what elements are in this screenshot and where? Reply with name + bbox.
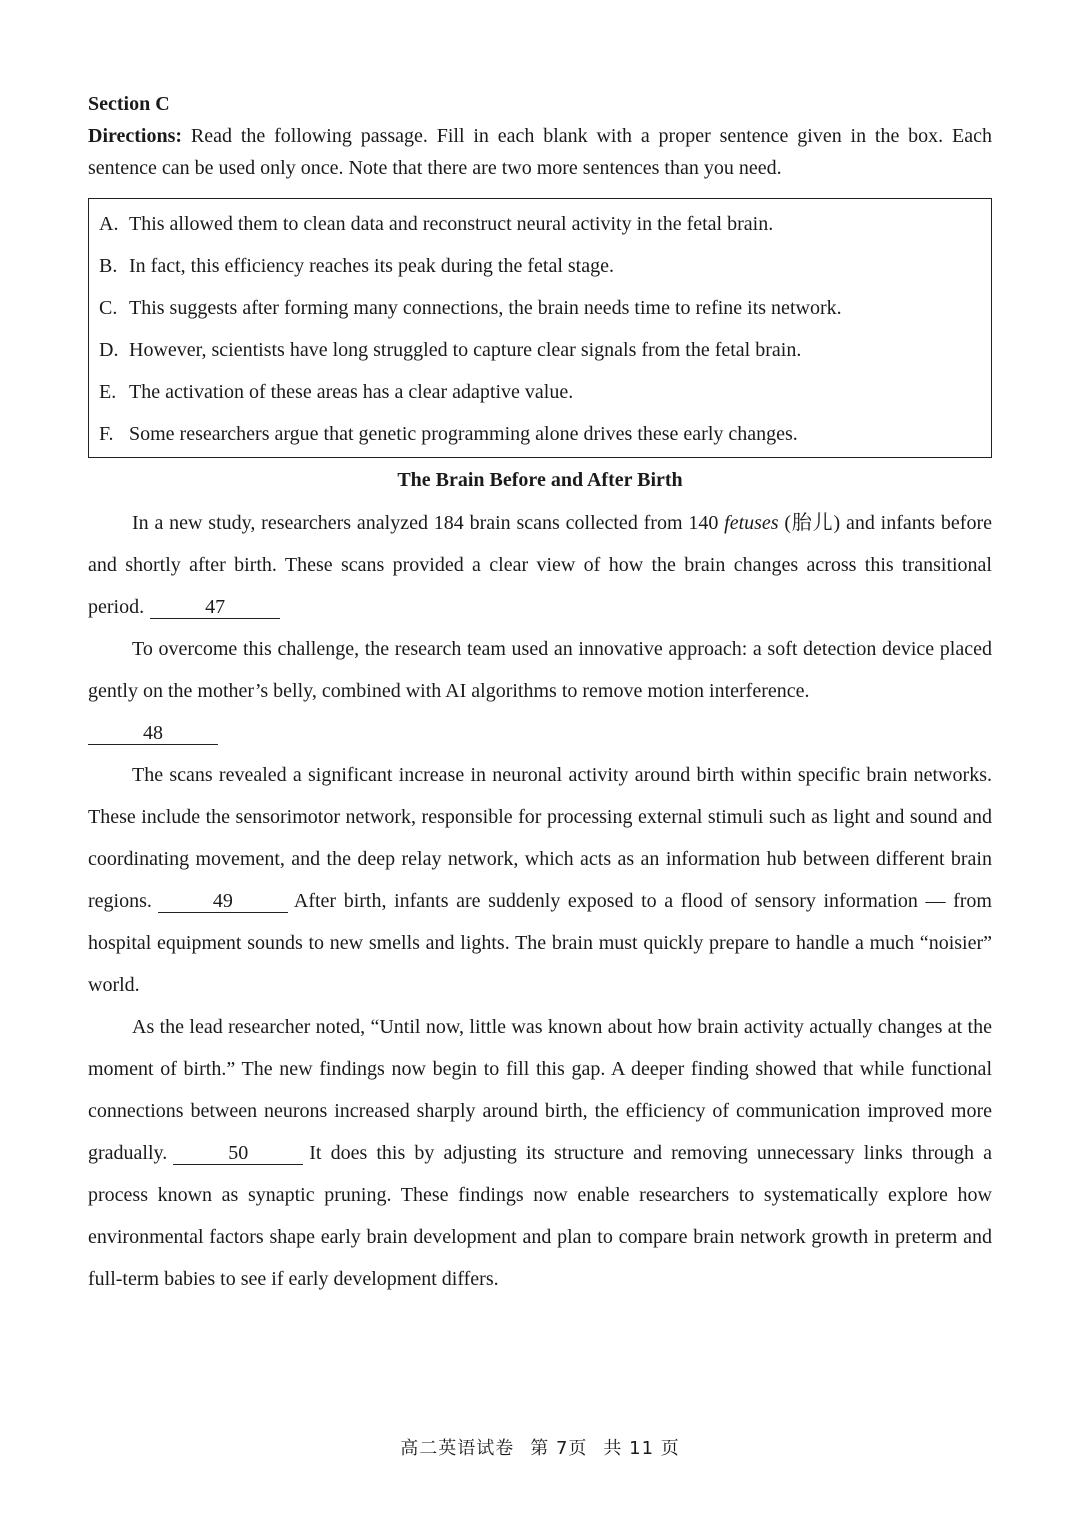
option-text: This suggests after forming many connections, the brain needs time to refine its network.: [129, 297, 842, 319]
p3-text-a: The scans revealed a significant increase in neuronal activity around birth within specific brain networks. These include the sensorimotor network, responsible for processing external stimuli such as light and sound and coordinating movement, and the deep relay network, which acts as an information hub between different brain regions.: [88, 764, 992, 912]
option-letter: D.: [99, 339, 119, 361]
paragraph-3: [88, 754, 992, 1006]
option-f: [99, 413, 981, 455]
paragraph-2-blank-line: [88, 712, 992, 754]
option-letter: C.: [99, 297, 118, 319]
option-c: [99, 287, 981, 329]
option-letter: A.: [99, 213, 119, 235]
option-text: This allowed them to clean data and reconstruct neural activity in the fetal brain.: [129, 213, 774, 235]
blank-50[interactable]: 50: [173, 1142, 303, 1165]
p2-text: To overcome this challenge, the research team used an innovative approach: a soft detection device placed gently on the mother’s belly, combined with AI algorithms to remove motion interference.: [88, 638, 992, 702]
p1-text-b: (胎儿) and infants before and shortly after birth. These scans provided a clear view of how the brain changes across this transitional period.: [88, 512, 992, 618]
exam-page: [88, 88, 992, 1300]
option-text: The activation of these areas has a clear adaptive value.: [129, 381, 574, 403]
footer-exam-name: 高二英语试卷: [400, 1438, 515, 1459]
directions-text: Read the following passage. Fill in each blank with a proper sentence given in the box. Each sentence can be used only once. Note that there are two more sentences than you need.: [88, 125, 992, 179]
option-e: [99, 371, 981, 413]
option-b: [99, 245, 981, 287]
option-letter: E.: [99, 381, 117, 403]
directions-label: Directions:: [88, 125, 183, 147]
blank-48[interactable]: 48: [88, 722, 218, 745]
blank-49[interactable]: 49: [158, 890, 288, 913]
option-text: In fact, this efficiency reaches its peak during the fetal stage.: [129, 255, 614, 277]
option-text: However, scientists have long struggled to capture clear signals from the fetal brain.: [129, 339, 802, 361]
option-d: [99, 329, 981, 371]
option-text: Some researchers argue that genetic programming alone drives these early changes.: [129, 423, 798, 445]
p1-italic-word: fetuses: [724, 512, 779, 534]
p3-text-b: After birth, infants are suddenly exposed to a flood of sensory information — from hospital equipment sounds to new smells and lights. The brain must quickly prepare to handle a much “noisier” world.: [88, 890, 992, 996]
blank-47[interactable]: 47: [150, 596, 280, 619]
p1-text-a: In a new study, researchers analyzed 184 brain scans collected from 140: [132, 512, 725, 534]
option-letter: B.: [99, 255, 118, 277]
paragraph-2: [88, 628, 992, 712]
paragraph-4: [88, 1006, 992, 1300]
paragraph-1: [88, 502, 992, 628]
options-box: [88, 198, 992, 458]
page-footer: [0, 1434, 1080, 1460]
footer-page-number: 第 7页: [530, 1438, 588, 1459]
directions: [88, 120, 992, 184]
option-a: [99, 203, 981, 245]
footer-total-pages: 共 11 页: [603, 1438, 680, 1459]
passage-title: The Brain Before and After Birth: [397, 469, 683, 491]
p4-text-a: As the lead researcher noted, “Until now, little was known about how brain activity actually changes at the moment of birth.” The new findings now begin to fill this gap. A deeper finding showed that while functional connections between neurons increased sharply around birth, the efficiency of communication improved more gradually.: [88, 1016, 992, 1164]
section-title: Section C: [88, 93, 170, 115]
option-letter: F.: [99, 423, 114, 445]
p4-text-b: It does this by adjusting its structure and removing unnecessary links through a process known as synaptic pruning. These findings now enable researchers to systematically explore how environmental factors shape early brain development and plan to compare brain network growth in preterm and full-term babies to see if early development differs.: [88, 1142, 992, 1290]
